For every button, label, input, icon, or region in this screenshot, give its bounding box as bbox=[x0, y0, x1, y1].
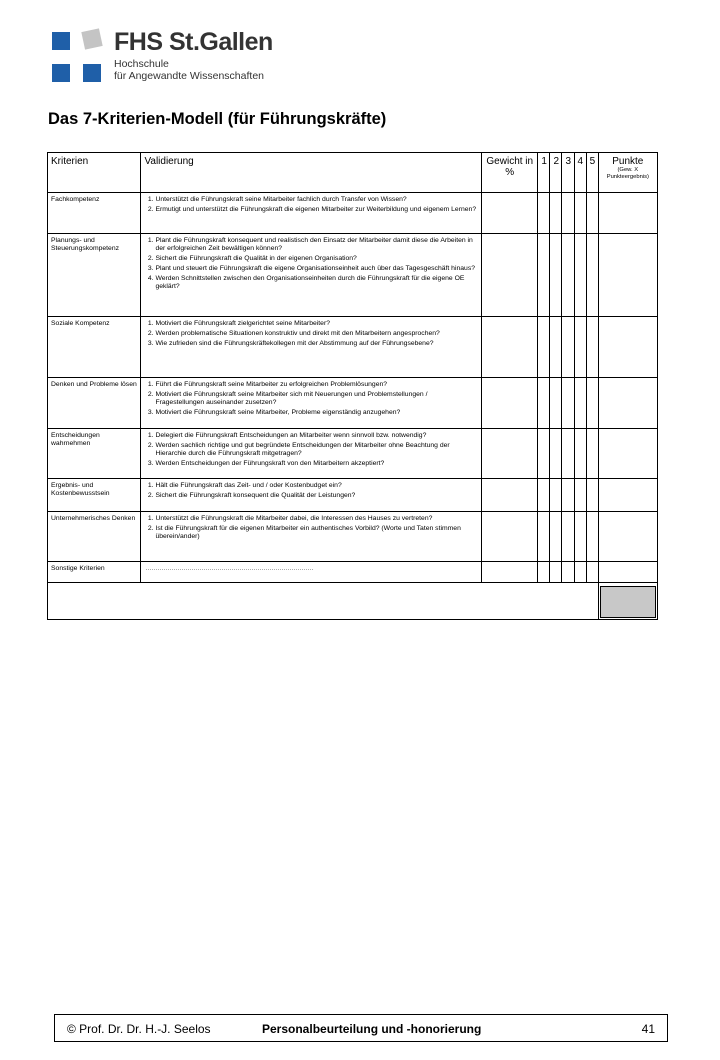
criterion-name: Unternehmerisches Denken bbox=[48, 512, 141, 562]
logo-subtitle-line2: für Angewandte Wissenschaften bbox=[114, 70, 265, 82]
logo-square-icon bbox=[81, 28, 102, 49]
question-item: 3. Motiviert die Führungskraft seine Mitarbeiter, Probleme eigenständig anzugehen? bbox=[155, 409, 477, 417]
points-cell[interactable] bbox=[598, 193, 657, 234]
criterion-questions bbox=[141, 479, 482, 512]
footer-copyright: © Prof. Dr. Dr. H.-J. Seelos bbox=[67, 1022, 211, 1036]
points-cell[interactable] bbox=[598, 317, 657, 378]
table-row-sonstige bbox=[48, 562, 658, 583]
score-cell[interactable] bbox=[550, 429, 562, 479]
logo-subtitle bbox=[114, 58, 264, 82]
weight-cell[interactable] bbox=[482, 512, 538, 562]
score-cell[interactable] bbox=[538, 429, 550, 479]
criterion-name: Planungs- und Steuerungskompetenz bbox=[48, 234, 141, 317]
score-cell[interactable] bbox=[550, 317, 562, 378]
question-item: 2. Werden problematische Situationen konstruktiv und direkt mit den Mitarbeitern angesprochen? bbox=[155, 330, 477, 338]
score-cell[interactable] bbox=[574, 317, 586, 378]
header-score-4: 4 bbox=[574, 153, 586, 193]
question-item: 1. Führt die Führungskraft seine Mitarbeiter zu erfolgreichen Problemlösungen? bbox=[155, 381, 477, 389]
score-cell[interactable] bbox=[562, 562, 574, 583]
question-item: 3. Wie zufrieden sind die Führungskräftekollegen mit der Abstimmung auf der Führungsebene? bbox=[155, 340, 477, 348]
footer-page-number: 41 bbox=[641, 1022, 655, 1036]
score-cell[interactable] bbox=[562, 479, 574, 512]
score-cell[interactable] bbox=[562, 378, 574, 429]
score-cell[interactable] bbox=[538, 378, 550, 429]
question-item: 2. Motiviert die Führungskraft seine Mitarbeiter sich mit Neuerungen und Problemstellungen / Fragestellungen auseinander zusetzen? bbox=[155, 391, 477, 408]
score-cell[interactable] bbox=[586, 429, 598, 479]
criterion-questions bbox=[141, 234, 482, 317]
criterion-name: Denken und Probleme lösen bbox=[48, 378, 141, 429]
score-cell[interactable] bbox=[574, 562, 586, 583]
score-cell[interactable] bbox=[538, 317, 550, 378]
criterion-questions bbox=[141, 429, 482, 479]
footer-subject: Personalbeurteilung und -honorierung bbox=[262, 1022, 482, 1036]
logo-square-icon bbox=[52, 32, 70, 50]
logo-square-icon bbox=[83, 64, 101, 82]
total-points-box[interactable] bbox=[600, 586, 656, 618]
score-cell[interactable] bbox=[562, 317, 574, 378]
table-row bbox=[48, 317, 658, 378]
table-sum-row bbox=[48, 583, 658, 620]
score-cell[interactable] bbox=[538, 512, 550, 562]
logo-square-icon bbox=[52, 64, 70, 82]
table-row bbox=[48, 193, 658, 234]
score-cell[interactable] bbox=[586, 512, 598, 562]
header-score-2: 2 bbox=[550, 153, 562, 193]
score-cell[interactable] bbox=[586, 562, 598, 583]
score-cell[interactable] bbox=[550, 234, 562, 317]
criterion-name: Soziale Kompetenz bbox=[48, 317, 141, 378]
score-cell[interactable] bbox=[574, 512, 586, 562]
table-row bbox=[48, 512, 658, 562]
header-score-3: 3 bbox=[562, 153, 574, 193]
criterion-questions bbox=[141, 512, 482, 562]
score-cell[interactable] bbox=[550, 512, 562, 562]
score-cell[interactable] bbox=[538, 234, 550, 317]
score-cell[interactable] bbox=[586, 234, 598, 317]
score-cell[interactable] bbox=[538, 562, 550, 583]
question-item: 1. Motiviert die Führungskraft zielgerichtet seine Mitarbeiter? bbox=[155, 320, 477, 328]
weight-cell[interactable] bbox=[482, 317, 538, 378]
score-cell[interactable] bbox=[550, 193, 562, 234]
header-score-1: 1 bbox=[538, 153, 550, 193]
question-item: 1. Hält die Führungskraft das Zeit- und / oder Kostenbudget ein? bbox=[155, 482, 477, 490]
question-item: 1. Unterstützt die Führungskraft die Mitarbeiter dabei, die Interessen des Hauses zu vertreten? bbox=[155, 515, 477, 523]
question-item: 1. Delegiert die Führungskraft Entscheidungen an Mitarbeiter wenn sinnvoll bzw. notwendig? bbox=[155, 432, 477, 440]
weight-cell[interactable] bbox=[482, 562, 538, 583]
score-cell[interactable] bbox=[574, 193, 586, 234]
score-cell[interactable] bbox=[538, 479, 550, 512]
question-item: 2. Ermutigt und unterstützt die Führungskraft die eigenen Mitarbeiter zur Weiterbildung und eigenem Lernen? bbox=[155, 206, 477, 214]
criterion-name: Ergebnis- und Kostenbewusstsein bbox=[48, 479, 141, 512]
score-cell[interactable] bbox=[574, 378, 586, 429]
criterion-questions bbox=[141, 317, 482, 378]
score-cell[interactable] bbox=[550, 562, 562, 583]
header-kriterien: Kriterien bbox=[48, 153, 141, 193]
score-cell[interactable] bbox=[550, 378, 562, 429]
criterion-name: Entscheidungen wahrnehmen bbox=[48, 429, 141, 479]
score-cell[interactable] bbox=[574, 479, 586, 512]
weight-cell[interactable] bbox=[482, 479, 538, 512]
points-cell[interactable] bbox=[598, 479, 657, 512]
header-score-5: 5 bbox=[586, 153, 598, 193]
score-cell[interactable] bbox=[538, 193, 550, 234]
question-item: 2. Sichert die Führungskraft die Qualität in der eigenen Organisation? bbox=[155, 255, 477, 263]
page-footer bbox=[54, 1014, 668, 1042]
question-item: 2. Werden sachlich richtige und gut begründete Entscheidungen der Mitarbeiter ohne Beachtung der Hierarchie durch die Führungskraft mitgetragen? bbox=[155, 442, 477, 459]
question-item: 3. Werden Entscheidungen der Führungskraft von den Mitarbeitern akzeptiert? bbox=[155, 460, 477, 468]
question-item: 1. Unterstützt die Führungskraft seine Mitarbeiter fachlich durch Transfer von Wissen? bbox=[155, 196, 477, 204]
criteria-table bbox=[47, 152, 658, 620]
points-cell[interactable] bbox=[598, 378, 657, 429]
criterion-questions bbox=[141, 193, 482, 234]
logo-brand: FHS St.Gallen bbox=[114, 28, 273, 56]
table-row bbox=[48, 479, 658, 512]
score-cell[interactable] bbox=[574, 429, 586, 479]
question-item: 2. Sichert die Führungskraft konsequent die Qualität der Leistungen? bbox=[155, 492, 477, 500]
criterion-name: Sonstige Kriterien bbox=[48, 562, 141, 583]
page-title: Das 7-Kriterien-Modell (für Führungskräfte) bbox=[48, 110, 387, 128]
points-cell[interactable] bbox=[598, 562, 657, 583]
table-header-row bbox=[48, 153, 658, 193]
question-item: 2. Ist die Führungskraft für die eigenen Mitarbeiter ein authentisches Vorbild? (Worte und Taten stimmen überein/ander) bbox=[155, 525, 477, 542]
sonstige-input-line[interactable]: ………………………………………………………………………… bbox=[141, 562, 482, 583]
question-item: 1. Plant die Führungskraft konsequent und realistisch den Einsatz der Mitarbeiter damit diese die Arbeiten in der erfolgreichen Zeit bewältigen können? bbox=[155, 237, 477, 254]
table-row bbox=[48, 429, 658, 479]
score-cell[interactable] bbox=[550, 479, 562, 512]
score-cell[interactable] bbox=[562, 429, 574, 479]
points-cell[interactable] bbox=[598, 234, 657, 317]
criterion-name: Fachkompetenz bbox=[48, 193, 141, 234]
table-row bbox=[48, 378, 658, 429]
fhs-logo bbox=[52, 28, 312, 86]
weight-cell[interactable] bbox=[482, 429, 538, 479]
score-cell[interactable] bbox=[586, 479, 598, 512]
score-cell[interactable] bbox=[586, 378, 598, 429]
score-cell[interactable] bbox=[562, 193, 574, 234]
sum-row-blank bbox=[48, 583, 599, 620]
weight-cell[interactable] bbox=[482, 234, 538, 317]
weight-cell[interactable] bbox=[482, 193, 538, 234]
header-gewicht: Gewicht in % bbox=[482, 153, 538, 193]
score-cell[interactable] bbox=[586, 317, 598, 378]
points-cell[interactable] bbox=[598, 429, 657, 479]
header-validierung: Validierung bbox=[141, 153, 482, 193]
criterion-questions bbox=[141, 378, 482, 429]
score-cell[interactable] bbox=[562, 234, 574, 317]
sum-cell bbox=[598, 583, 657, 620]
score-cell[interactable] bbox=[562, 512, 574, 562]
logo-subtitle-line1: Hochschule bbox=[114, 58, 169, 70]
score-cell[interactable] bbox=[586, 193, 598, 234]
score-cell[interactable] bbox=[574, 234, 586, 317]
header-punkte-sub: (Gew. X Punkteergebnis) bbox=[606, 167, 649, 180]
header-punkte bbox=[598, 153, 657, 193]
points-cell[interactable] bbox=[598, 512, 657, 562]
question-item: 3. Plant und steuert die Führungskraft die eigene Organisationseinheit auch über das Tagesgeschäft hinaus? bbox=[155, 265, 477, 273]
weight-cell[interactable] bbox=[482, 378, 538, 429]
table-row bbox=[48, 234, 658, 317]
question-item: 4. Werden Schnittstellen zwischen den Organisationseinheiten durch die Führungskraft für die eigene OE geklärt? bbox=[155, 275, 477, 292]
header-punkte-label: Punkte bbox=[612, 156, 644, 167]
